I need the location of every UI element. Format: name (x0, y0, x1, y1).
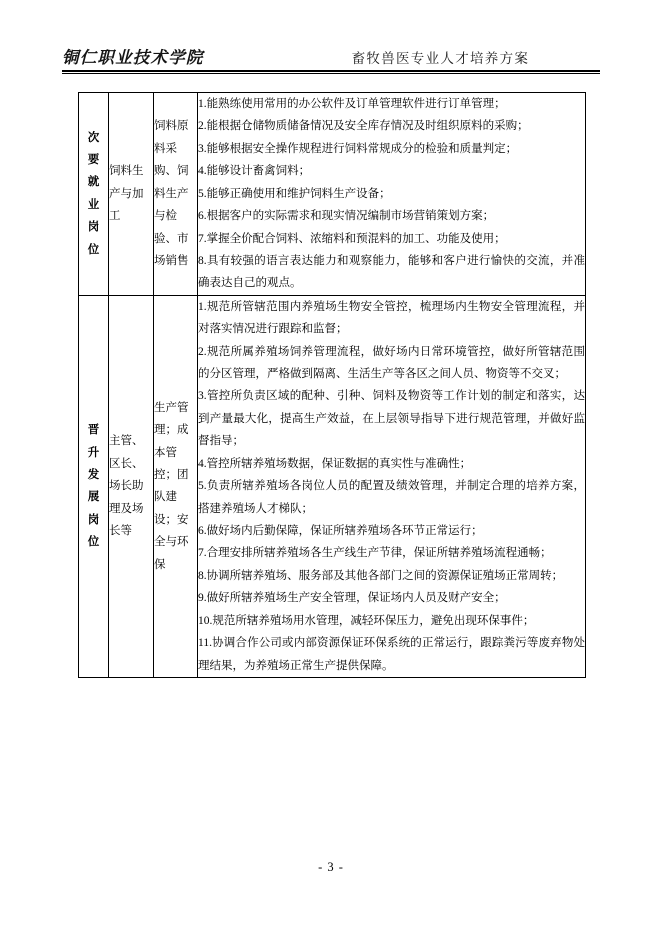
requirement-item: 8.具有较强的语言表达能力和观察能力，能够和客户进行愉快的交流，并准确表达自己的观点。 (198, 254, 585, 290)
running-header (62, 44, 600, 70)
category-char: 业 (87, 198, 100, 211)
row-duties-1: 饲料原料采购、饲料生产与检验、市场销售 (154, 93, 198, 296)
requirement-item: 7.合理安排所辖养殖场各生产线生产节律，保证所辖养殖场流程通畅； (198, 547, 552, 560)
category-char: 位 (87, 243, 100, 256)
category-char: 发 (87, 468, 100, 481)
row-position-2: 主管、区长、场长助理及场长等 (109, 295, 154, 677)
page-footer: - 3 - (318, 860, 344, 874)
requirement-item: 2.能根据仓储物质储备情况及安全库存情况及时组织原料的采购； (198, 120, 529, 133)
header-double-rule (62, 70, 600, 74)
category-char: 岗 (87, 221, 100, 234)
row-requirements-2 (198, 295, 586, 677)
document-title: 畜牧兽医专业人才培养方案 (351, 51, 530, 66)
table-row (79, 93, 586, 296)
row-position-1: 饲料生产与加工 (109, 93, 154, 296)
requirement-item: 4.能够设计畜禽饲料； (198, 165, 311, 178)
requirement-item: 3.管控所负责区域的配种、引种、饲料及物资等工作计划的制定和落实，达到产量最大化，提高生产效益，在上层领导指导下进行规范管理，并做好监督指导； (198, 390, 585, 448)
category-char: 位 (87, 536, 100, 549)
row-requirements-1 (198, 93, 586, 296)
category-char: 晋 (87, 424, 100, 437)
requirement-item: 7.掌握全价配合饲料、浓缩料和预混料的加工、功能及使用； (198, 232, 506, 245)
requirement-item: 6.做好场内后勤保障，保证所辖养殖场各环节正常运行； (198, 525, 483, 538)
table-row (79, 295, 586, 677)
row-category-1 (79, 93, 109, 296)
requirement-item: 1.能熟练使用常用的办公软件及订单管理软件进行订单管理； (198, 98, 506, 110)
row-duties-2: 生产管理；成本管控；团队建设；安全与环保 (154, 295, 198, 677)
requirement-item: 6.根据客户的实际需求和现实情况编制市场营销策划方案； (198, 210, 495, 223)
requirement-item: 8.协调所辖养殖场、服务部及其他各部门之间的资源保证殖场正常周转； (198, 569, 564, 582)
category-char: 岗 (87, 513, 100, 526)
school-name: 铜仁职业技术学院 (62, 48, 204, 67)
requirement-item: 2.规范所属养殖场饲养管理流程，做好场内日常环境管控，做好所管辖范围的分区管理，严格做到隔离、生活生产等各区之间人员、物资等不交叉； (198, 345, 585, 381)
category-char: 展 (87, 491, 100, 504)
category-char: 升 (87, 446, 100, 459)
requirement-item: 1.规范所管辖范围内养殖场生物安全管控，梳理场内生物安全管理流程，并对落实情况进行跟踪和监督； (198, 300, 585, 336)
requirement-item: 5.能够正确使用和维护饲料生产设备； (198, 187, 391, 200)
requirement-item: 3.能够根据安全操作规程进行饲料常规成分的检验和质量判定； (198, 142, 518, 155)
header-row (62, 44, 600, 68)
job-positions-table (78, 92, 586, 678)
category-char: 就 (87, 176, 100, 189)
category-char: 要 (87, 154, 100, 167)
requirement-item: 10.规范所辖养殖场用水管理，减轻环保压力，避免出现环保事件； (198, 614, 535, 627)
requirement-item: 9.做好所辖养殖场生产安全管理，保证场内人员及财产安全； (198, 592, 506, 605)
requirement-item: 4.管控所辖养殖场数据，保证数据的真实性与准确性； (198, 457, 472, 470)
requirement-item: 5.负责所辖养殖场各岗位人员的配置及绩效管理，并制定合理的培养方案，搭建养殖场人才梯队； (198, 480, 585, 515)
row-category-2 (79, 295, 109, 677)
category-char: 次 (87, 131, 100, 144)
requirement-item: 11.协调合作公司或内部资源保证环保系统的正常运行，跟踪粪污等废弃物处理结果，为养殖场正常生产提供保障。 (198, 637, 585, 672)
